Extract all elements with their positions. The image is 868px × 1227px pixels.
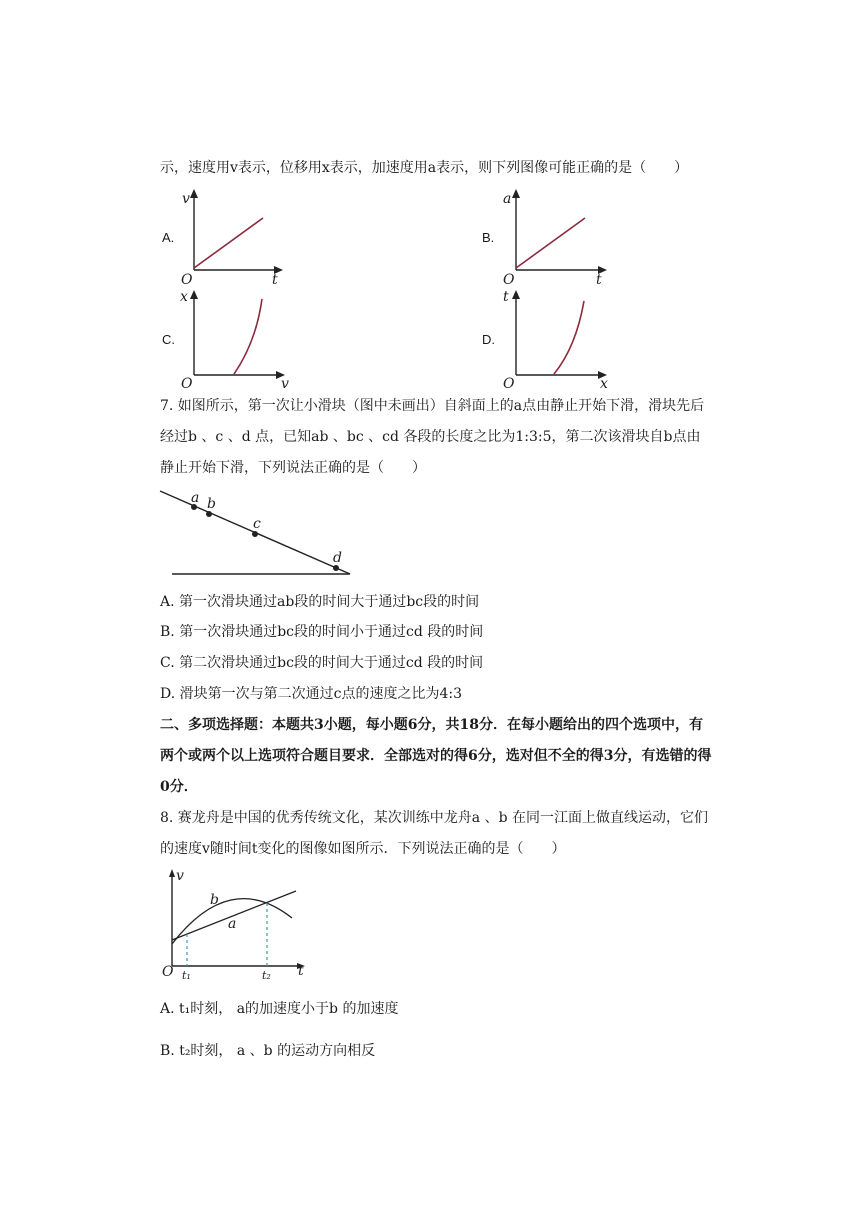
q7-label-d: d xyxy=(333,550,342,566)
q6-option-a-letter[interactable]: A. xyxy=(162,230,175,245)
q8-origin: O xyxy=(162,964,174,980)
q6-d-xlabel: x xyxy=(600,376,608,392)
q6-option-d-letter[interactable]: D. xyxy=(482,332,495,347)
q6-stem-tail: 示，速度用v表示，位移用x表示，加速度用a表示，则下列图像可能正确的是（ ） xyxy=(160,160,689,176)
q8-stem-line-2: 的速度v随时间t变化的图像如图所示．下列说法正确的是（ ） xyxy=(160,841,566,857)
q8-ylabel: v xyxy=(176,868,184,884)
section2-line-3: 0分． xyxy=(160,779,198,795)
q8-choice-b[interactable]: B. t₂时刻， a 、b 的运动方向相反 xyxy=(160,1043,376,1059)
q7-label-a: a xyxy=(191,490,200,506)
q8-t1-label: t₁ xyxy=(182,969,191,982)
q6-c-origin: O xyxy=(181,376,193,392)
q8-t2-label: t₂ xyxy=(262,969,271,982)
q6-c-xlabel: v xyxy=(281,376,289,392)
q8-xlabel: t xyxy=(298,963,304,979)
section2-line-1: 二、多项选择题：本题共3小题，每小题6分，共18分．在每小题给出的四个选项中，有 xyxy=(160,717,703,733)
q6-c-ylabel: x xyxy=(180,289,188,305)
section2-line-2: 两个或两个以上选项符合题目要求．全部选对的得6分，选对但不全的得3分，有选错的得 xyxy=(160,748,712,764)
q6-option-a-graph xyxy=(178,188,288,288)
q7-stem-line-2: 经过b 、c 、d 点，已知ab 、bc 、cd 各段的长度之比为1:3:5，第二次该滑块自b点由 xyxy=(160,429,701,445)
q6-option-b-graph xyxy=(500,188,615,288)
q6-d-ylabel: t xyxy=(503,289,509,305)
q6-b-xlabel: t xyxy=(596,272,602,288)
q7-incline-figure xyxy=(160,488,360,578)
q6-option-c-letter[interactable]: C. xyxy=(162,332,175,347)
q7-stem-line-1: 7. 如图所示，第一次让小滑块（图中未画出）自斜面上的a点由静止开始下滑，滑块先后 xyxy=(160,398,705,414)
q6-a-origin: O xyxy=(181,272,193,288)
q6-a-ylabel: v xyxy=(182,191,190,207)
q6-a-xlabel: t xyxy=(272,272,278,288)
q8-stem-line-1: 8. 赛龙舟是中国的优秀传统文化，某次训练中龙舟a 、b 在同一江面上做直线运动，它们 xyxy=(160,810,709,826)
q7-choice-b[interactable]: B. 第一次滑块通过bc段的时间小于通过cd 段的时间 xyxy=(160,624,484,640)
q6-option-c-graph xyxy=(178,287,293,392)
q7-label-c: c xyxy=(253,516,261,532)
q6-b-origin: O xyxy=(503,272,515,288)
q7-label-b: b xyxy=(207,496,216,512)
q8-choice-a[interactable]: A. t₁时刻， a的加速度小于b 的加速度 xyxy=(160,1001,399,1017)
q7-choice-a[interactable]: A. 第一次滑块通过ab段的时间大于通过bc段的时间 xyxy=(160,594,480,610)
q6-b-ylabel: a xyxy=(503,191,512,207)
q8-vt-graph xyxy=(160,866,315,981)
q7-stem-line-3: 静止开始下滑，下列说法正确的是（ ） xyxy=(160,460,426,476)
q6-option-d-graph xyxy=(500,287,615,392)
q8-b-label: b xyxy=(210,892,219,908)
q7-choice-d[interactable]: D. 滑块第一次与第二次通过c点的速度之比为4:3 xyxy=(160,686,462,702)
q6-d-origin: O xyxy=(503,376,515,392)
q6-option-b-letter[interactable]: B. xyxy=(482,230,495,245)
q7-choice-c[interactable]: C. 第二次滑块通过bc段的时间大于通过cd 段的时间 xyxy=(160,655,484,671)
q8-a-label: a xyxy=(228,916,237,932)
